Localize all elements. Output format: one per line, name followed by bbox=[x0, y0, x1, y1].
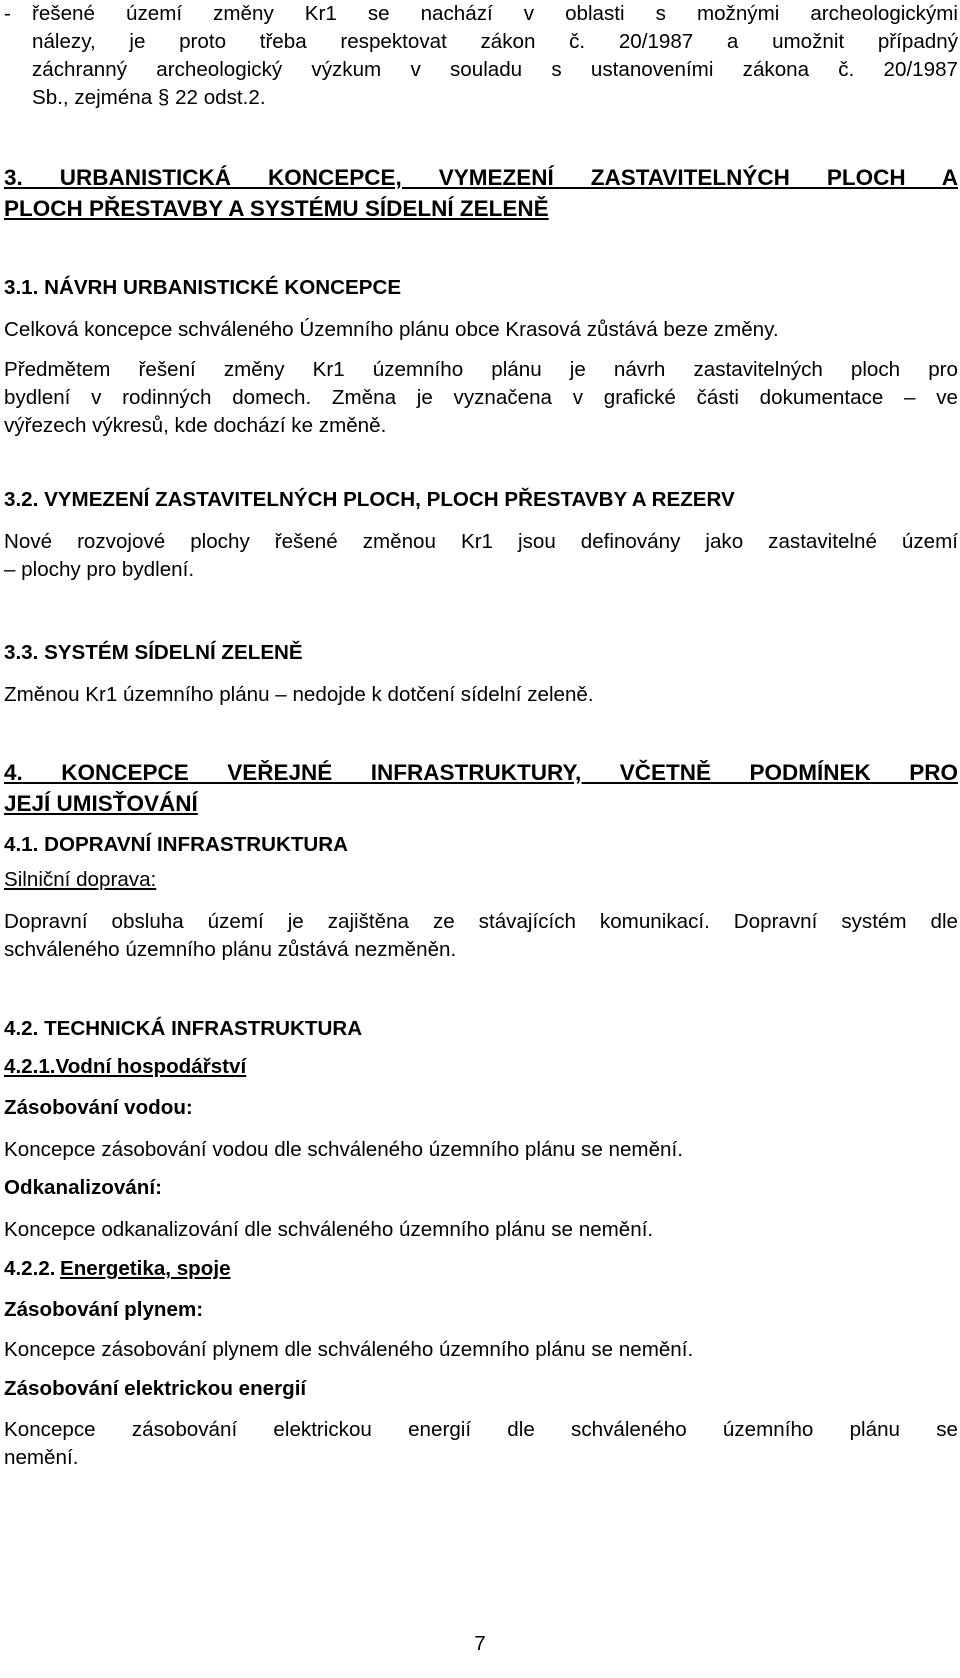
section-4-2-2 bbox=[4, 1255, 958, 1283]
paragraph-line: Nové rozvojové plochy řešené změnou Kr1 jsou definovány jako zastavitelné území bbox=[4, 530, 958, 553]
section-3-heading bbox=[4, 162, 958, 224]
page-number: 7 bbox=[474, 1632, 486, 1655]
bullet-paragraph bbox=[4, 0, 958, 112]
bullet-text bbox=[32, 0, 958, 112]
paragraph-line: výřezech výkresů, kde dochází ke změně. bbox=[4, 414, 387, 437]
paragraph-line: Dopravní obsluha území je zajištěna ze stávajících komunikací. Dopravní systém dle bbox=[4, 910, 958, 933]
bullet-line: záchranný archeologický výzkum v souladu s ustanoveními zákona č. 20/1987 bbox=[32, 58, 958, 81]
paragraph-line: bydlení v rodinných domech. Změna je vyznačena v grafické části dokumentace – ve bbox=[4, 386, 958, 409]
section-4-2 bbox=[4, 1015, 958, 1043]
paragraph-line: Předmětem řešení změny Kr1 územního plánu je návrh zastavitelných ploch pro bbox=[4, 358, 958, 381]
gas-paragraph bbox=[4, 1336, 958, 1364]
section-3-3 bbox=[4, 639, 958, 667]
section-4-2-2-title: Energetika, spoje bbox=[59, 1257, 231, 1280]
electric-label-block bbox=[4, 1375, 958, 1403]
section-4-heading bbox=[4, 757, 958, 819]
sewerage-label-block bbox=[4, 1174, 958, 1202]
electric-paragraph bbox=[4, 1416, 958, 1472]
paragraph-line: – plochy pro bydlení. bbox=[4, 558, 195, 581]
gas-label-block bbox=[4, 1296, 958, 1324]
paragraph-line: Koncepce zásobování elektrickou energií dle schváleného územního plánu se bbox=[4, 1418, 958, 1441]
paragraph-line: Celková koncepce schváleného Územního plánu obce Krasová zůstává beze změny. bbox=[4, 318, 779, 341]
section-3-2-paragraph bbox=[4, 528, 958, 584]
section-4-title-line-1: 4. KONCEPCE VEŘEJNÉ INFRASTRUKTURY, VČETNĚ PODMÍNEK PRO bbox=[4, 760, 958, 785]
section-3-1-p1 bbox=[4, 316, 958, 344]
section-4-2-1-title: 4.2.1.Vodní hospodářství bbox=[4, 1055, 247, 1078]
sewerage-paragraph bbox=[4, 1216, 958, 1244]
section-3-2 bbox=[4, 486, 958, 514]
water-supply-label-block bbox=[4, 1094, 958, 1122]
water-supply-paragraph bbox=[4, 1136, 958, 1164]
paragraph-line: Změnou Kr1 územního plánu – nedojde k dotčení sídelní zeleně. bbox=[4, 683, 594, 706]
section-4-title-line-2: JEJÍ UMISŤOVÁNÍ bbox=[4, 791, 198, 816]
gas-supply-label: Zásobování plynem: bbox=[4, 1298, 204, 1321]
section-4-1-title: 4.1. DOPRAVNÍ INFRASTRUKTURA bbox=[4, 833, 349, 856]
bullet-line: nálezy, je proto třeba respektovat zákon č. 20/1987 a umožnit případný bbox=[32, 30, 958, 53]
water-supply-label: Zásobování vodou: bbox=[4, 1096, 193, 1119]
section-3-title-line-1: 3. URBANISTICKÁ KONCEPCE, VYMEZENÍ ZASTAVITELNÝCH PLOCH A bbox=[4, 165, 958, 190]
paragraph-line: schváleného územního plánu zůstává nezměněn. bbox=[4, 938, 457, 961]
paragraph-line: Koncepce zásobování plynem dle schváleného územního plánu se nemění. bbox=[4, 1338, 694, 1361]
section-4-2-1 bbox=[4, 1053, 958, 1081]
section-3-3-title: 3.3. SYSTÉM SÍDELNÍ ZELENĚ bbox=[4, 641, 303, 664]
paragraph-line: Koncepce zásobování vodou dle schváleného územního plánu se nemění. bbox=[4, 1138, 683, 1161]
paragraph-line: nemění. bbox=[4, 1446, 79, 1469]
section-4-1-subtitle bbox=[4, 866, 958, 894]
section-3-1-title: 3.1. NÁVRH URBANISTICKÉ KONCEPCE bbox=[4, 276, 402, 299]
bullet-line: Sb., zejména § 22 odst.2. bbox=[32, 86, 266, 109]
section-4-1-paragraph bbox=[4, 908, 958, 964]
section-3-3-paragraph bbox=[4, 681, 958, 709]
road-transport-subtitle: Silniční doprava: bbox=[4, 868, 157, 891]
section-3-1 bbox=[4, 274, 958, 302]
electric-supply-label: Zásobování elektrickou energií bbox=[4, 1377, 307, 1400]
bullet-line: řešené území změny Kr1 se nachází v oblasti s možnými archeologickými bbox=[32, 2, 958, 25]
sewerage-label: Odkanalizování: bbox=[4, 1176, 162, 1199]
section-3-title-line-2: PLOCH PŘESTAVBY A SYSTÉMU SÍDELNÍ ZELENĚ bbox=[4, 196, 549, 221]
bullet-dash: - bbox=[4, 2, 11, 25]
section-3-2-title: 3.2. VYMEZENÍ ZASTAVITELNÝCH PLOCH, PLOCH PŘESTAVBY A REZERV bbox=[4, 488, 735, 511]
section-4-2-title: 4.2. TECHNICKÁ INFRASTRUKTURA bbox=[4, 1017, 363, 1040]
paragraph-line: Koncepce odkanalizování dle schváleného územního plánu se nemění. bbox=[4, 1218, 654, 1241]
section-4-2-2-number: 4.2.2. bbox=[4, 1257, 56, 1280]
section-4-1 bbox=[4, 831, 958, 859]
section-3-1-p2 bbox=[4, 356, 958, 440]
